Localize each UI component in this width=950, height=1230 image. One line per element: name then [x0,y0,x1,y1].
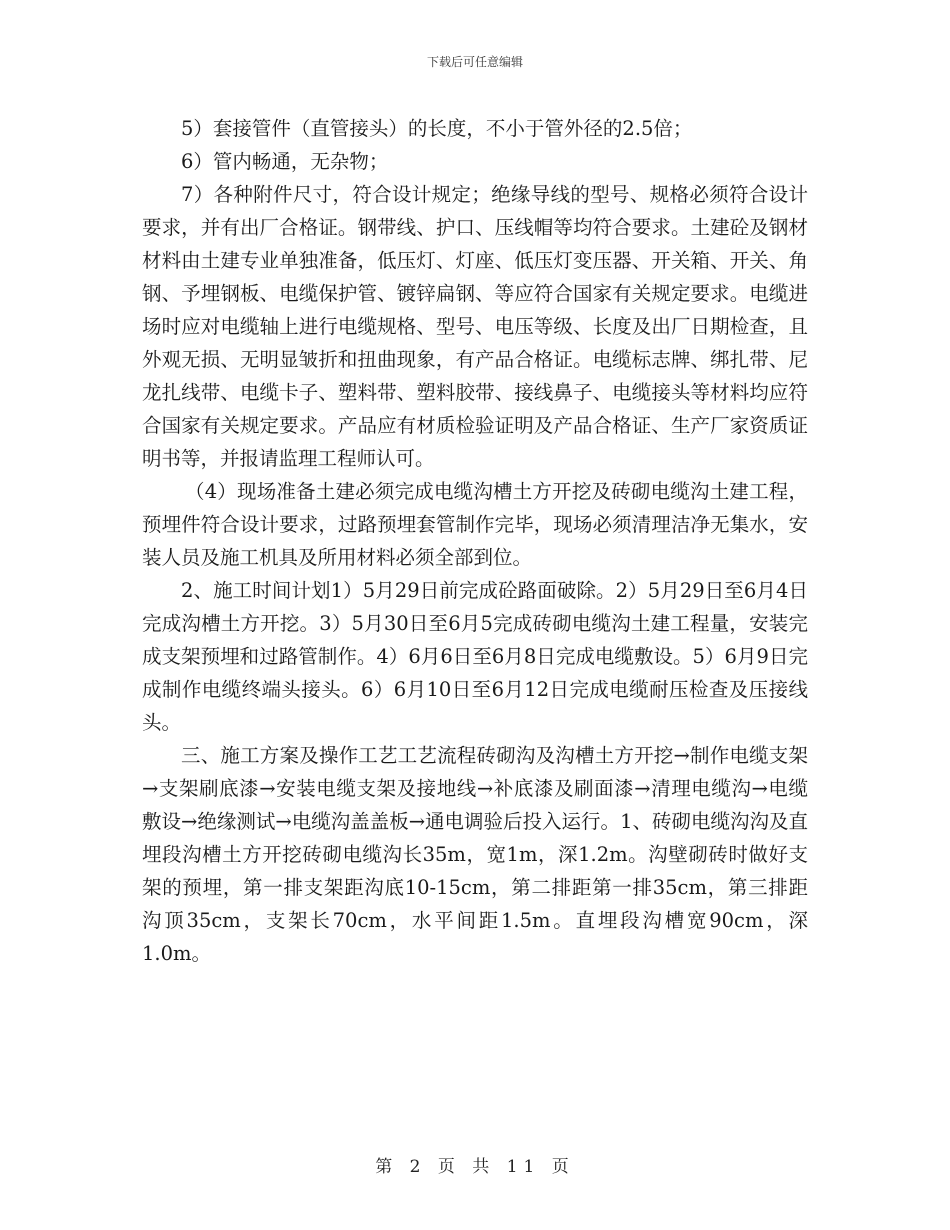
page-footer: 第 2 页 共 11 页 [375,1157,575,1177]
page-header: 下载后可任意编辑 [426,55,523,69]
paragraph-schedule: 2、施工时间计划1）5月29日前完成砼路面破除。2）5月29日至6月4日完成沟槽土方开挖。3）5月30日至6月5完成砖砌电缆沟土建工程量，安装完成支架预埋和过路管制作。4）6月6日至6月8日完成电缆敷设。5）6月9日完成制作电缆终端头接头。6）6月10日至6月12日完成电缆耐压检查及压接线头。 [142,579,808,734]
document-body [142,112,808,970]
paragraph-construction-plan: 三、施工方案及操作工艺工艺流程砖砌沟及沟槽土方开挖→制作电缆支架→支架刷底漆→安装电缆支架及接地线→补底漆及刷面漆→清理电缆沟→电缆敷设→绝缘测试→电缆沟盖盖板→通电调验后投入运行。1、砖砌电缆沟沟及直埋段沟槽土方开挖砖砌电缆沟长35m，宽1m，深1.2m。沟壁砌砖时做好支架的预埋，第一排支架距沟底10-15cm，第二排距第一排35cm，第三排距沟顶35cm，支架长70cm，水平间距1.5m。直埋段沟槽宽90cm，深1.0m。 [142,744,808,965]
paragraph-item-6: 6）管内畅通，无杂物； [181,150,389,173]
paragraph-item-7: 7）各种附件尺寸，符合设计规定；绝缘导线的型号、规格必须符合设计要求，并有出厂合格证。钢带线、护口、压线帽等均符合要求。土建砼及钢材材料由土建专业单独准备，低压灯、灯座、低压灯变压器、开关箱、开关、角钢、予埋钢板、电缆保护管、镀锌扁钢、等应符合国家有关规定要求。电缆进场时应对电缆轴上进行电缆规格、型号、电压等级、长度及出厂日期检查，且外观无损、无明显皱折和扭曲现象，有产品合格证。电缆标志牌、绑扎带、尼龙扎线带、电缆卡子、塑料带、塑料胶带、接线鼻子、电缆接头等材料均应符合国家有关规定要求。产品应有材质检验证明及产品合格证、生产厂家资质证明书等，并报请监理工程师认可。 [142,183,808,470]
paragraph-site-preparation: （4）现场准备土建必须完成电缆沟槽土方开挖及砖砌电缆沟土建工程，预埋件符合设计要求，过路预埋套管制作完毕，现场必须清理洁净无集水，安装人员及施工机具及所用材料必须全部到位。 [142,480,808,569]
paragraph-item-5: 5）套接管件（直管接头）的长度，不小于管外径的2.5倍； [181,117,693,140]
